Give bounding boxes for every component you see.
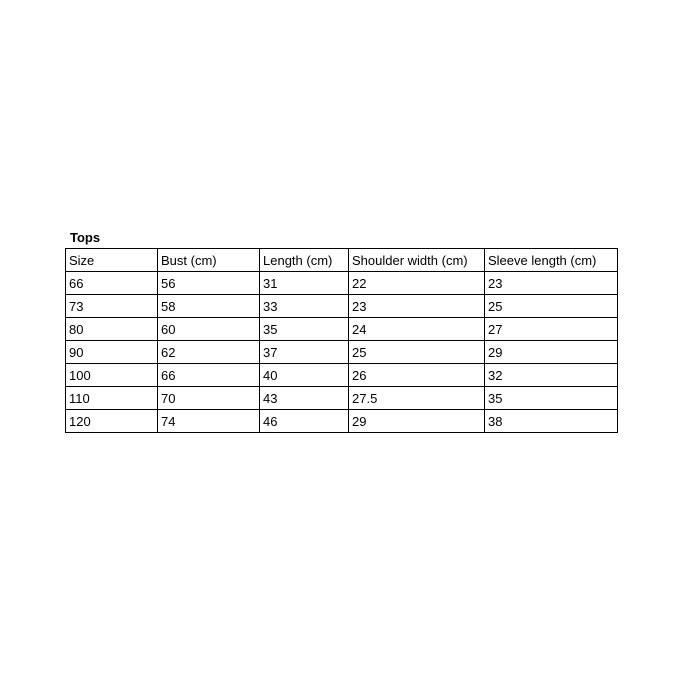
table-row (66, 364, 618, 387)
header-length: Length (cm) (260, 249, 349, 272)
cell-size: 90 (66, 341, 158, 364)
cell-sleeve-length: 27 (485, 318, 618, 341)
cell-shoulder-width: 25 (349, 341, 485, 364)
cell-length: 31 (260, 272, 349, 295)
cell-length: 43 (260, 387, 349, 410)
cell-shoulder-width: 22 (349, 272, 485, 295)
table-row (66, 387, 618, 410)
cell-bust: 70 (158, 387, 260, 410)
cell-shoulder-width: 26 (349, 364, 485, 387)
cell-bust: 56 (158, 272, 260, 295)
cell-bust: 62 (158, 341, 260, 364)
header-size: Size (66, 249, 158, 272)
cell-bust: 58 (158, 295, 260, 318)
cell-sleeve-length: 23 (485, 272, 618, 295)
cell-length: 40 (260, 364, 349, 387)
cell-shoulder-width: 29 (349, 410, 485, 433)
header-sleeve-length: Sleeve length (cm) (485, 249, 618, 272)
cell-size: 110 (66, 387, 158, 410)
cell-sleeve-length: 38 (485, 410, 618, 433)
header-shoulder-width: Shoulder width (cm) (349, 249, 485, 272)
size-chart-table (65, 248, 618, 433)
cell-size: 66 (66, 272, 158, 295)
cell-length: 33 (260, 295, 349, 318)
table-row (66, 272, 618, 295)
table-row (66, 295, 618, 318)
cell-sleeve-length: 32 (485, 364, 618, 387)
cell-length: 37 (260, 341, 349, 364)
cell-sleeve-length: 25 (485, 295, 618, 318)
cell-length: 46 (260, 410, 349, 433)
header-bust: Bust (cm) (158, 249, 260, 272)
header-row (66, 249, 618, 272)
cell-size: 100 (66, 364, 158, 387)
cell-length: 35 (260, 318, 349, 341)
cell-size: 80 (66, 318, 158, 341)
cell-shoulder-width: 23 (349, 295, 485, 318)
cell-bust: 60 (158, 318, 260, 341)
table-row (66, 318, 618, 341)
cell-shoulder-width: 27.5 (349, 387, 485, 410)
cell-sleeve-length: 29 (485, 341, 618, 364)
table-row (66, 341, 618, 364)
cell-shoulder-width: 24 (349, 318, 485, 341)
cell-size: 120 (66, 410, 158, 433)
table-row (66, 410, 618, 433)
cell-size: 73 (66, 295, 158, 318)
cell-sleeve-length: 35 (485, 387, 618, 410)
cell-bust: 74 (158, 410, 260, 433)
table-title: Tops (70, 230, 101, 245)
cell-bust: 66 (158, 364, 260, 387)
